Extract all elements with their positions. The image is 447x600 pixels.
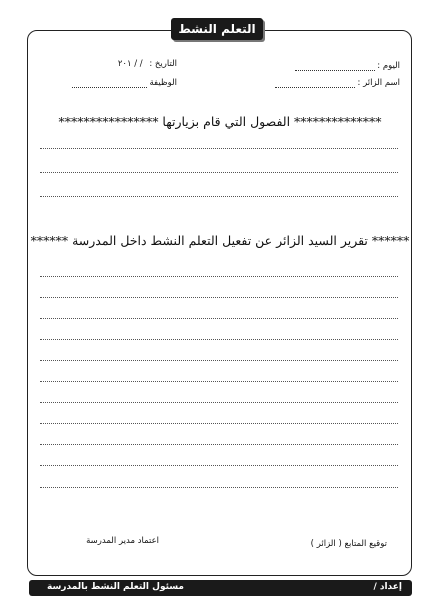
date-label: التاريخ :	[149, 59, 177, 69]
date-value[interactable]: / / ٢٠١	[117, 59, 143, 69]
writing-line[interactable]	[40, 318, 398, 319]
date-field	[118, 59, 177, 69]
writing-line[interactable]	[40, 487, 398, 488]
writing-line[interactable]	[40, 148, 398, 149]
page-frame	[27, 30, 412, 576]
writing-line[interactable]	[40, 444, 398, 445]
writing-line[interactable]	[40, 423, 398, 424]
footer-responsible-label: مسئول التعلم النشط بالمدرسة	[47, 582, 184, 592]
follower-signature-label: توقيع المتابع ( الزائر )	[310, 539, 387, 549]
visitor-report-heading: ****** تقرير السيد الزائر عن تفعيل التعلم النشط داخل المدرسة ******	[30, 233, 410, 248]
visitor-input[interactable]	[275, 79, 355, 88]
job-label: الوظيفة	[149, 78, 177, 88]
principal-approval-label: اعتماد مدير المدرسة	[86, 536, 159, 546]
day-label: اليوم :	[377, 61, 400, 71]
writing-line[interactable]	[40, 402, 398, 403]
footer-bar	[29, 580, 412, 596]
visitor-label: اسم الزائر :	[357, 78, 400, 88]
job-field	[72, 78, 177, 88]
visited-classes-heading: ************** الفصول التي قام بزيارتها ****************	[58, 114, 382, 129]
writing-line[interactable]	[40, 276, 398, 277]
job-input[interactable]	[72, 79, 147, 88]
writing-line[interactable]	[40, 297, 398, 298]
visitor-field	[275, 78, 400, 88]
writing-line[interactable]	[40, 381, 398, 382]
writing-line[interactable]	[40, 360, 398, 361]
writing-line[interactable]	[40, 196, 398, 197]
day-field	[295, 61, 400, 71]
footer-prepared-by-label: إعداد /	[373, 582, 402, 592]
day-input[interactable]	[295, 62, 375, 71]
writing-line[interactable]	[40, 339, 398, 340]
writing-line[interactable]	[40, 172, 398, 173]
writing-line[interactable]	[40, 465, 398, 466]
page-title: التعلم النشط	[171, 18, 263, 40]
